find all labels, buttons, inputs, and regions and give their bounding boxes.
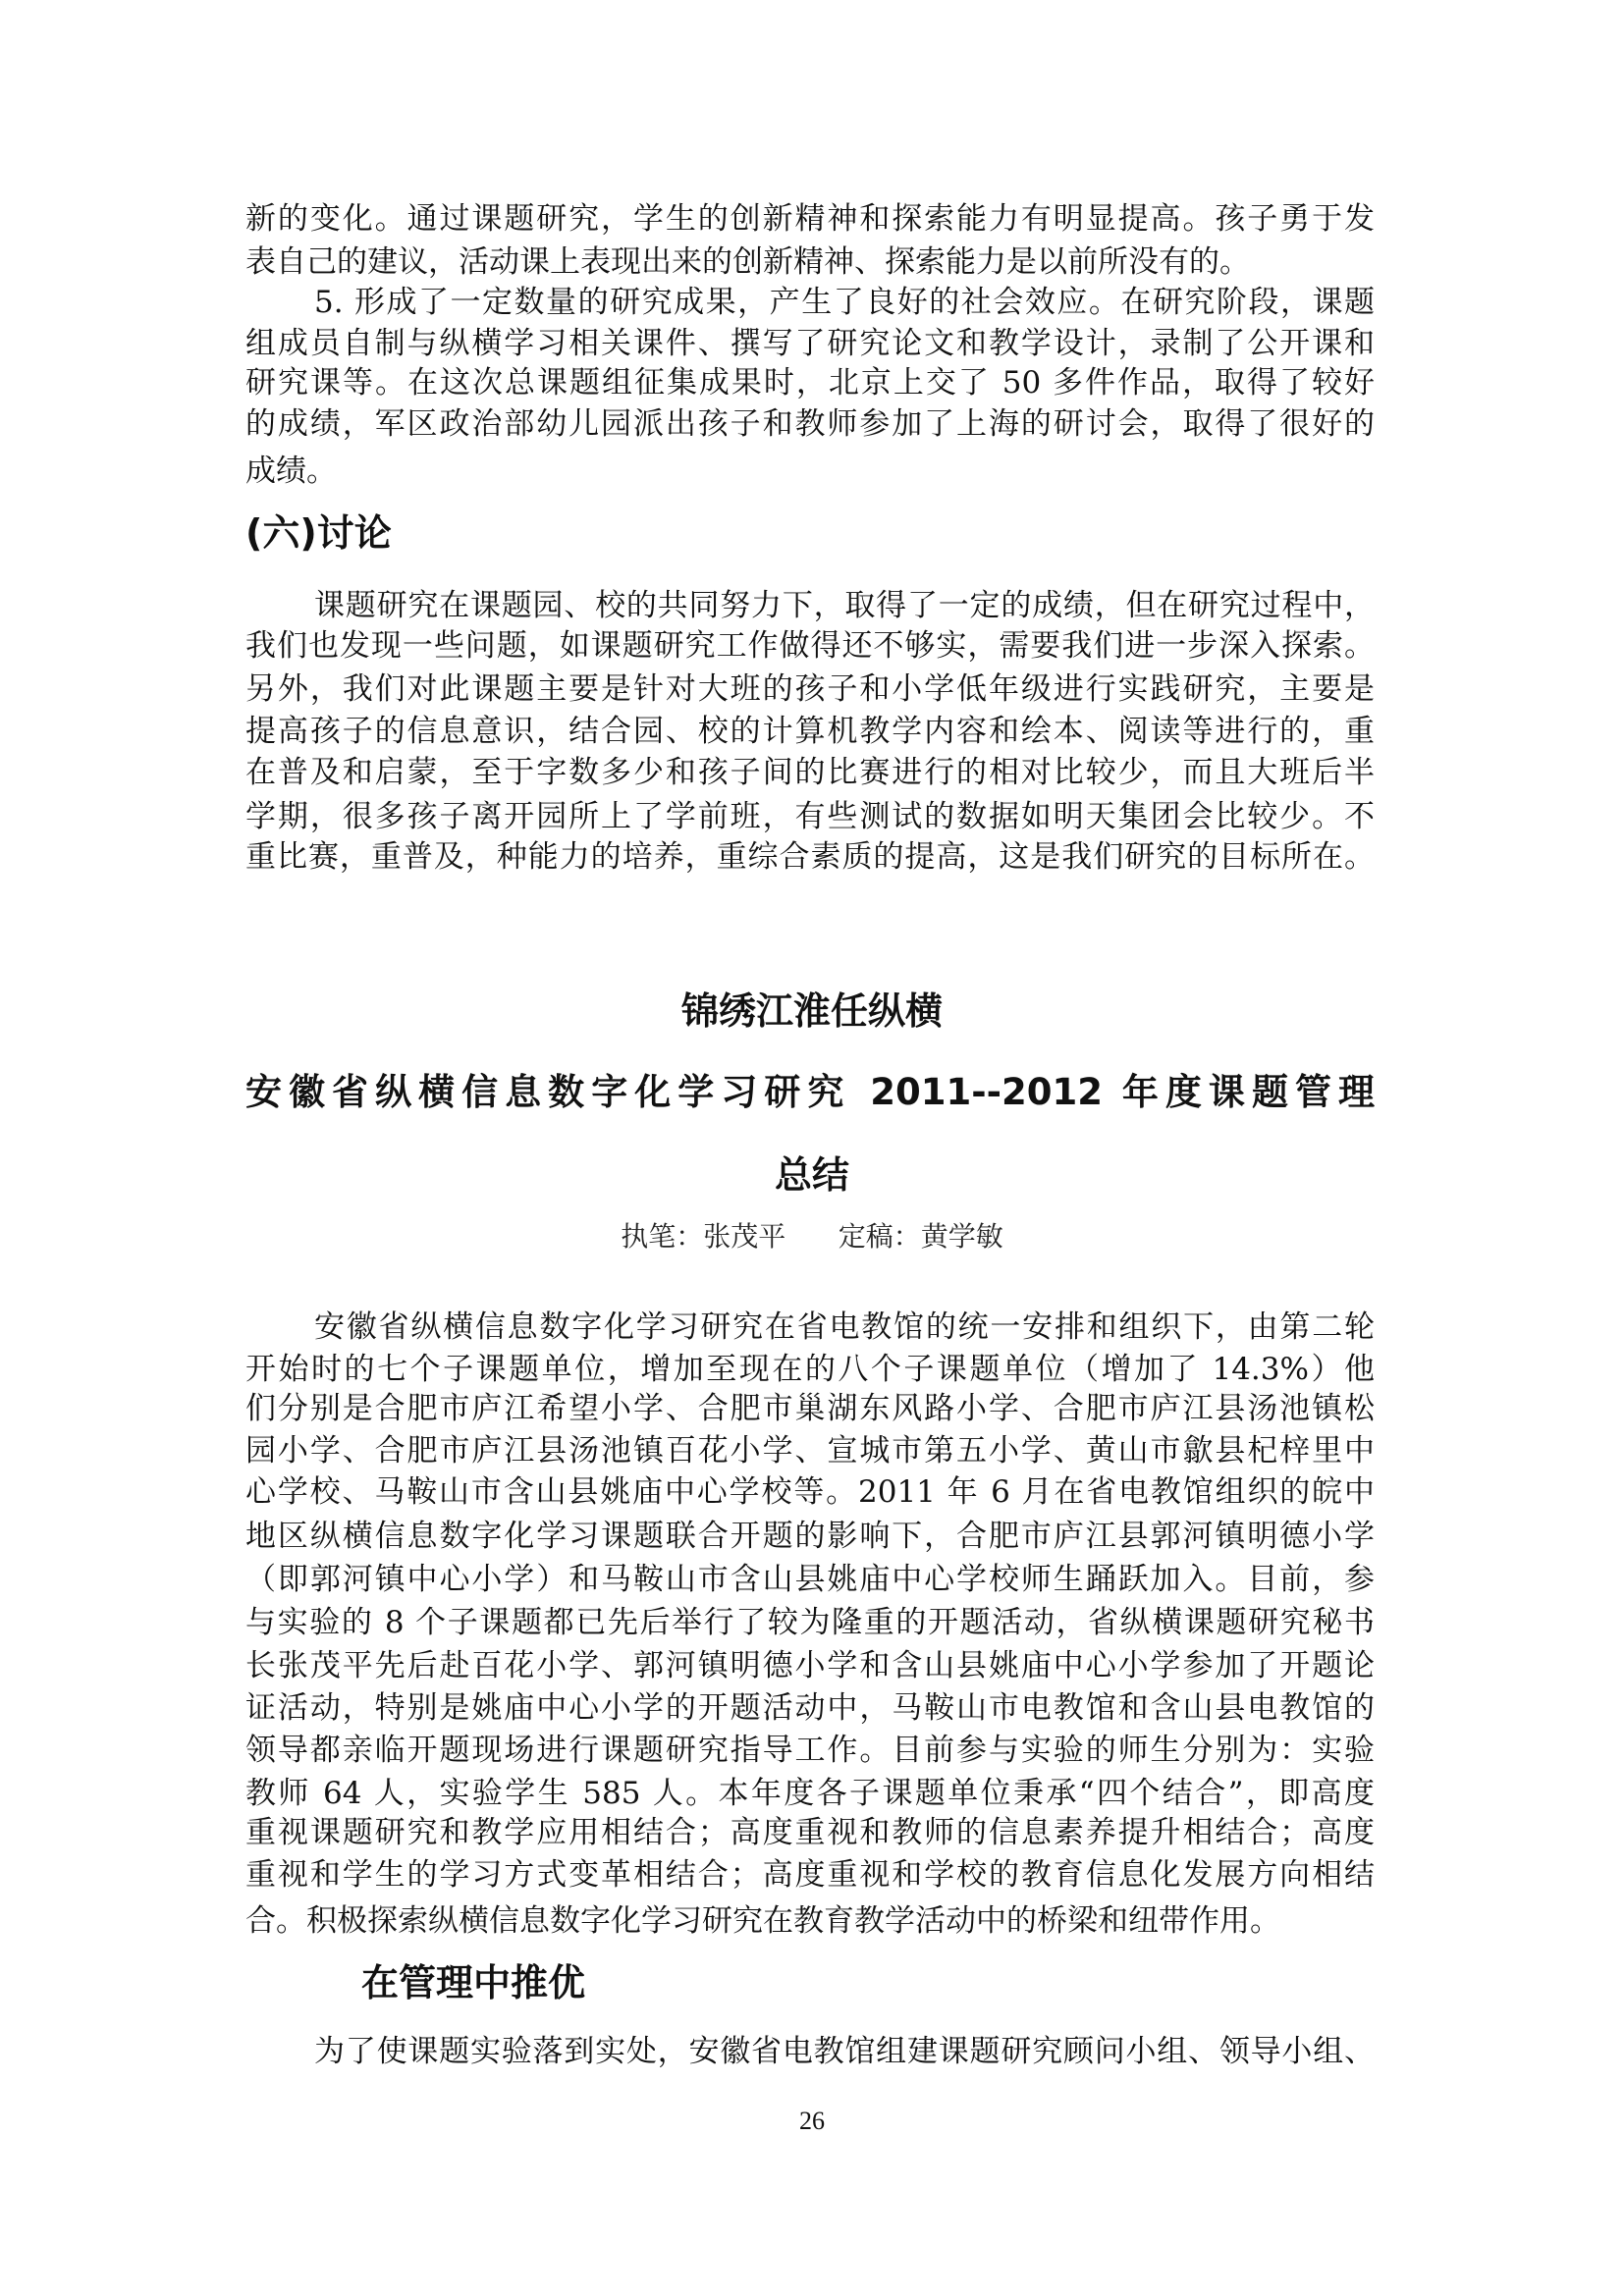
body-line: 在普及和启蒙，至于字数多少和孩子间的比赛进行的相对比较少，而且大班后半 bbox=[245, 755, 1375, 790]
article-subtitle: 安徽省纵横信息数字化学习研究 2011--2012 年度课题管理 bbox=[245, 1071, 1375, 1113]
body-line: 研究课等。在这次总课题组征集成果时，北京上交了 50 多件作品，取得了较好 bbox=[245, 365, 1375, 400]
body-line: 领导都亲临开题现场进行课题研究指导工作。目前参与实验的师生分别为：实验 bbox=[245, 1733, 1375, 1768]
body-line: 5. 形成了一定数量的研究成果，产生了良好的社会效应。在研究阶段，课题 bbox=[314, 285, 1375, 320]
article-title: 锦绣江淮任纵横 bbox=[680, 989, 943, 1033]
body-line: 重视和学生的学习方式变革相结合；高度重视和学校的教育信息化发展方向相结 bbox=[245, 1857, 1375, 1893]
body-line: 新的变化。通过课题研究，学生的创新精神和探索能力有明显提高。孩子勇于发 bbox=[245, 201, 1375, 237]
body-line: 重比赛，重普及，种能力的培养，重综合素质的提高，这是我们研究的目标所在。 bbox=[245, 839, 1375, 875]
body-line: 开始时的七个子课题单位，增加至现在的八个子课题单位（增加了 14.3%）他 bbox=[245, 1352, 1375, 1387]
body-line: 组成员自制与纵横学习相关课件、撰写了研究论文和教学设计，录制了公开课和 bbox=[245, 326, 1375, 361]
body-line: 我们也发现一些问题，如课题研究工作做得还不够实，需要我们进一步深入探索。 bbox=[245, 628, 1375, 664]
body-line: 们分别是合肥市庐江希望小学、合肥市巢湖东风路小学、合肥市庐江县汤池镇松 bbox=[245, 1391, 1375, 1426]
body-line: 心学校、马鞍山市含山县姚庙中心学校等。2011 年 6 月在省电教馆组织的皖中 bbox=[245, 1474, 1375, 1510]
body-line: 地区纵横信息数字化学习课题联合开题的影响下，合肥市庐江县郭河镇明德小学 bbox=[245, 1519, 1375, 1554]
body-line: 园小学、合肥市庐江县汤池镇百花小学、宣城市第五小学、黄山市歙县杞梓里中 bbox=[245, 1433, 1375, 1468]
body-line: 教师 64 人，实验学生 585 人。本年度各子课题单位秉承“四个结合”，即高度 bbox=[245, 1776, 1375, 1811]
body-line: 安徽省纵横信息数字化学习研究在省电教馆的统一安排和组织下，由第二轮 bbox=[314, 1309, 1375, 1345]
byline: 执笔：张茂平 定稿：黄学敏 bbox=[621, 1220, 1003, 1253]
body-line: 的成绩，军区政治部幼儿园派出孩子和教师参加了上海的研讨会，取得了很好的 bbox=[245, 406, 1375, 442]
body-line: 学期，很多孩子离开园所上了学前班，有些测试的数据如明天集团会比较少。不 bbox=[245, 799, 1375, 834]
body-line: 长张茂平先后赴百花小学、郭河镇明德小学和含山县姚庙中心小学参加了开题论 bbox=[245, 1648, 1375, 1683]
body-line: （即郭河镇中心小学）和马鞍山市含山县姚庙中心学校师生踊跃加入。目前，参 bbox=[245, 1562, 1375, 1597]
body-line: 证活动，特别是姚庙中心小学的开题活动中，马鞍山市电教馆和含山县电教馆的 bbox=[245, 1690, 1375, 1726]
body-line: 成绩。 bbox=[245, 454, 337, 489]
body-line: 与实验的 8 个子课题都已先后举行了较为隆重的开题活动，省纵横课题研究秘书 bbox=[245, 1605, 1375, 1640]
body-line: 提高孩子的信息意识，结合园、校的计算机教学内容和绘本、阅读等进行的，重 bbox=[245, 714, 1375, 749]
article-subtitle-continued: 总结 bbox=[774, 1153, 849, 1197]
subsection-heading: 在管理中推优 bbox=[361, 1961, 586, 2004]
body-line: 表自己的建议，活动课上表现出来的创新精神、探索能力是以前所没有的。 bbox=[245, 244, 1250, 280]
body-line: 另外，我们对此课题主要是针对大班的孩子和小学低年级进行实践研究，主要是 bbox=[245, 671, 1375, 707]
body-line: 合。积极探索纵横信息数字化学习研究在教育教学活动中的桥梁和纽带作用。 bbox=[245, 1903, 1280, 1939]
body-line: 为了使课题实验落到实处，安徽省电教馆组建课题研究顾问小组、领导小组、 bbox=[314, 2034, 1375, 2069]
page-number: 26 bbox=[799, 2107, 825, 2135]
body-line: 重视课题研究和教学应用相结合；高度重视和教师的信息素养提升相结合；高度 bbox=[245, 1815, 1375, 1850]
body-line: 课题研究在课题园、校的共同努力下，取得了一定的成绩，但在研究过程中， bbox=[314, 588, 1375, 623]
section-heading-discussion: (六)讨论 bbox=[245, 511, 392, 555]
